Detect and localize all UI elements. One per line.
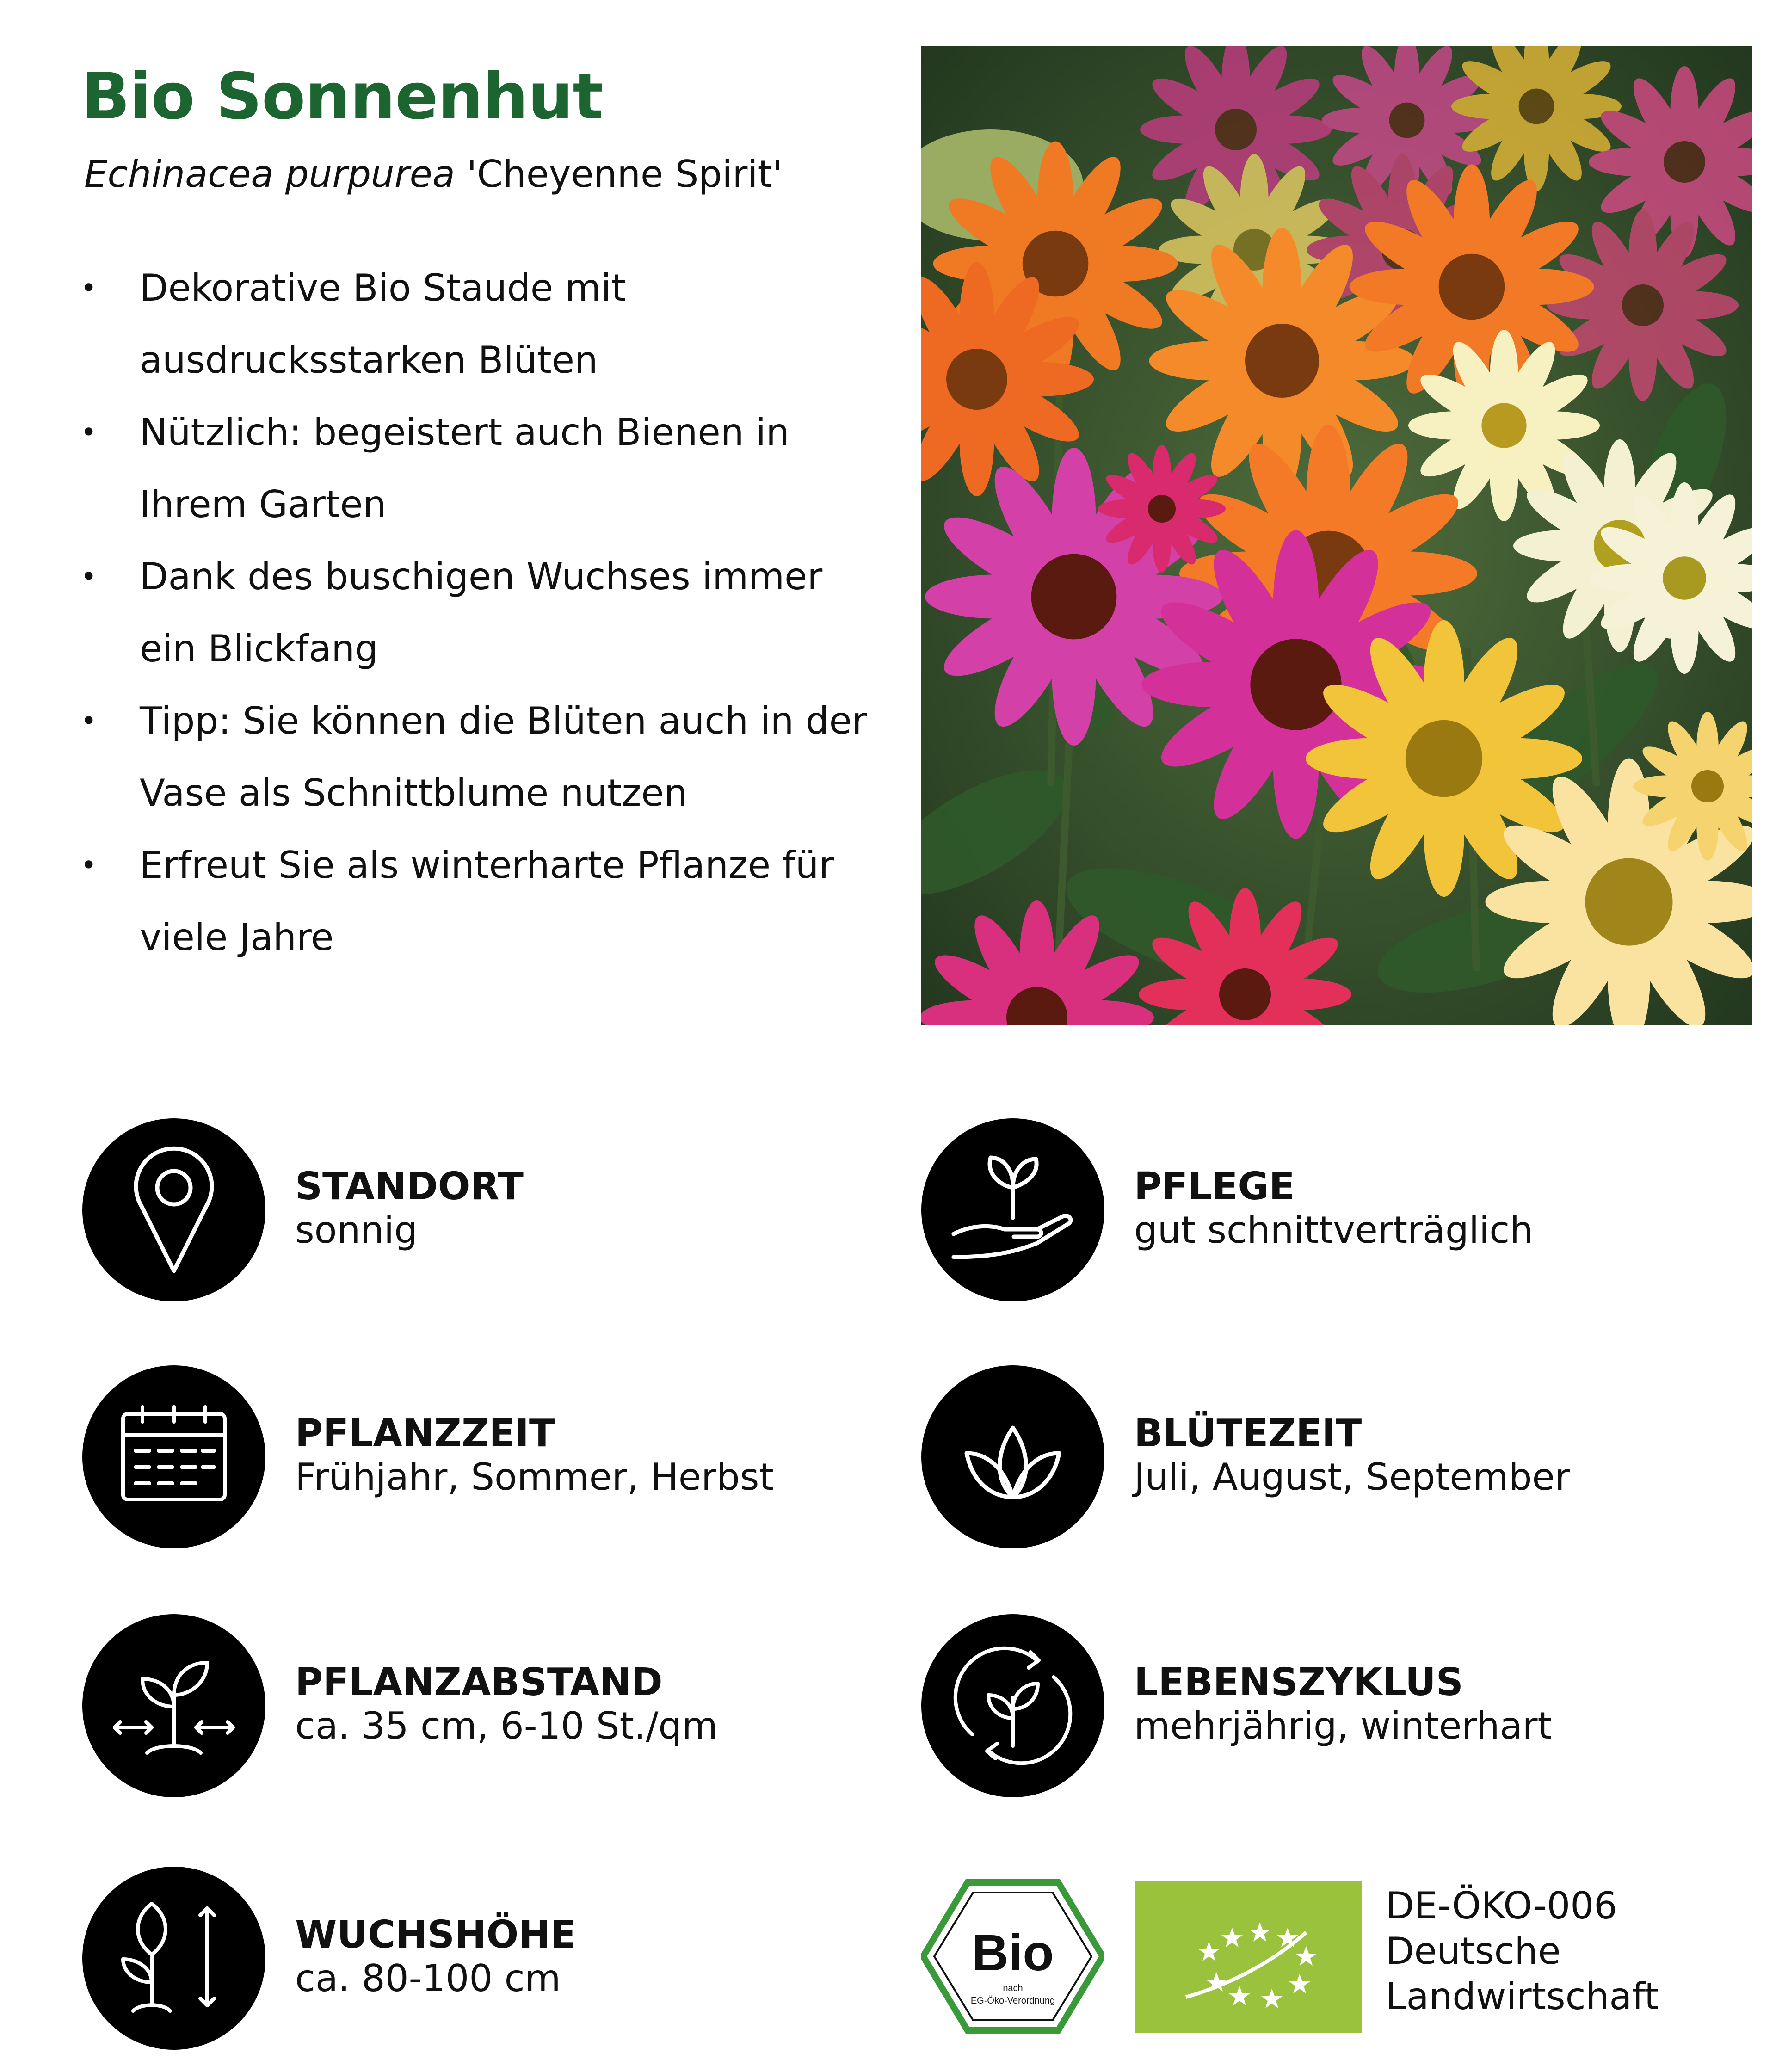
feature-line: ein Blickfang	[140, 627, 378, 670]
latin-name: Echinacea purpurea	[84, 153, 455, 196]
bio-seal-sub1: nach	[1003, 1983, 1023, 1993]
info-standort	[82, 1118, 776, 1303]
cultivar-name: 'Cheyenne Spirit'	[455, 153, 783, 196]
info-value: ca. 80-100 cm	[295, 1957, 561, 2000]
product-title: Bio Sonnenhut	[81, 59, 603, 134]
list-item	[74, 541, 870, 685]
info-bluetezeit	[921, 1365, 1615, 1550]
bio-seal-text: Bio	[972, 1924, 1054, 1981]
origin-line: Landwirtschaft	[1386, 1975, 1659, 2018]
flower-illustration	[921, 46, 1752, 1025]
info-label: PFLANZZEIT	[295, 1412, 555, 1455]
eu-organic-leaf-logo	[1135, 1881, 1362, 2033]
certification-text	[1386, 1883, 1659, 2019]
info-wuchshoehe	[82, 1867, 776, 2052]
plant-cycle-icon	[921, 1614, 1104, 1797]
hand-sprout-icon	[921, 1118, 1104, 1301]
feature-line: Ihrem Garten	[140, 483, 387, 526]
info-pflege	[921, 1118, 1615, 1303]
plant-height-icon	[82, 1867, 265, 2050]
info-label: PFLEGE	[1134, 1165, 1295, 1209]
feature-line: viele Jahre	[140, 916, 334, 959]
origin-line: Deutsche	[1386, 1930, 1561, 1973]
feature-list	[74, 252, 870, 974]
lotus-flower-icon	[921, 1365, 1104, 1548]
plant-spacing-icon	[82, 1614, 265, 1797]
feature-line: Nützlich: begeistert auch Bienen in	[140, 411, 789, 454]
info-value: gut schnittverträglich	[1134, 1209, 1533, 1252]
feature-line: Tipp: Sie können die Blüten auch in der	[140, 699, 867, 742]
list-item	[74, 396, 870, 541]
list-item	[74, 252, 870, 396]
list-item	[74, 685, 870, 829]
bio-seal-sub2: EG-Öko-Verordnung	[970, 1996, 1055, 2006]
info-label: WUCHSHÖHE	[295, 1913, 576, 1957]
info-label: BLÜTEZEIT	[1134, 1412, 1362, 1455]
info-value: Juli, August, September	[1134, 1455, 1570, 1498]
info-pflanzabstand	[82, 1614, 776, 1799]
product-subtitle	[84, 153, 783, 196]
feature-line: Erfreut Sie als winterharte Pflanze für	[140, 844, 834, 887]
info-value: sonnig	[295, 1209, 418, 1252]
location-pin-icon	[82, 1118, 265, 1301]
info-value: mehrjährig, winterhart	[1134, 1704, 1552, 1747]
info-pflanzzeit	[82, 1365, 776, 1550]
info-label: STANDORT	[295, 1165, 524, 1209]
feature-line: Vase als Schnittblume nutzen	[140, 771, 688, 814]
feature-line: ausdrucksstarken Blüten	[140, 339, 598, 382]
eco-control-code: DE-ÖKO-006	[1386, 1884, 1618, 1927]
bio-seal	[921, 1878, 1104, 2035]
info-label: LEBENSZYKLUS	[1134, 1660, 1463, 1704]
calendar-icon	[82, 1365, 265, 1548]
info-value: Frühjahr, Sommer, Herbst	[295, 1455, 774, 1498]
info-value: ca. 35 cm, 6-10 St./qm	[295, 1704, 718, 1747]
feature-line: Dank des buschigen Wuchses immer	[140, 555, 823, 598]
feature-line: Dekorative Bio Staude mit	[140, 266, 626, 309]
info-label: PFLANZABSTAND	[295, 1660, 663, 1704]
info-lebenszyklus	[921, 1614, 1615, 1799]
echinacea-flowers-photo	[921, 46, 1752, 1025]
list-item	[74, 829, 870, 974]
